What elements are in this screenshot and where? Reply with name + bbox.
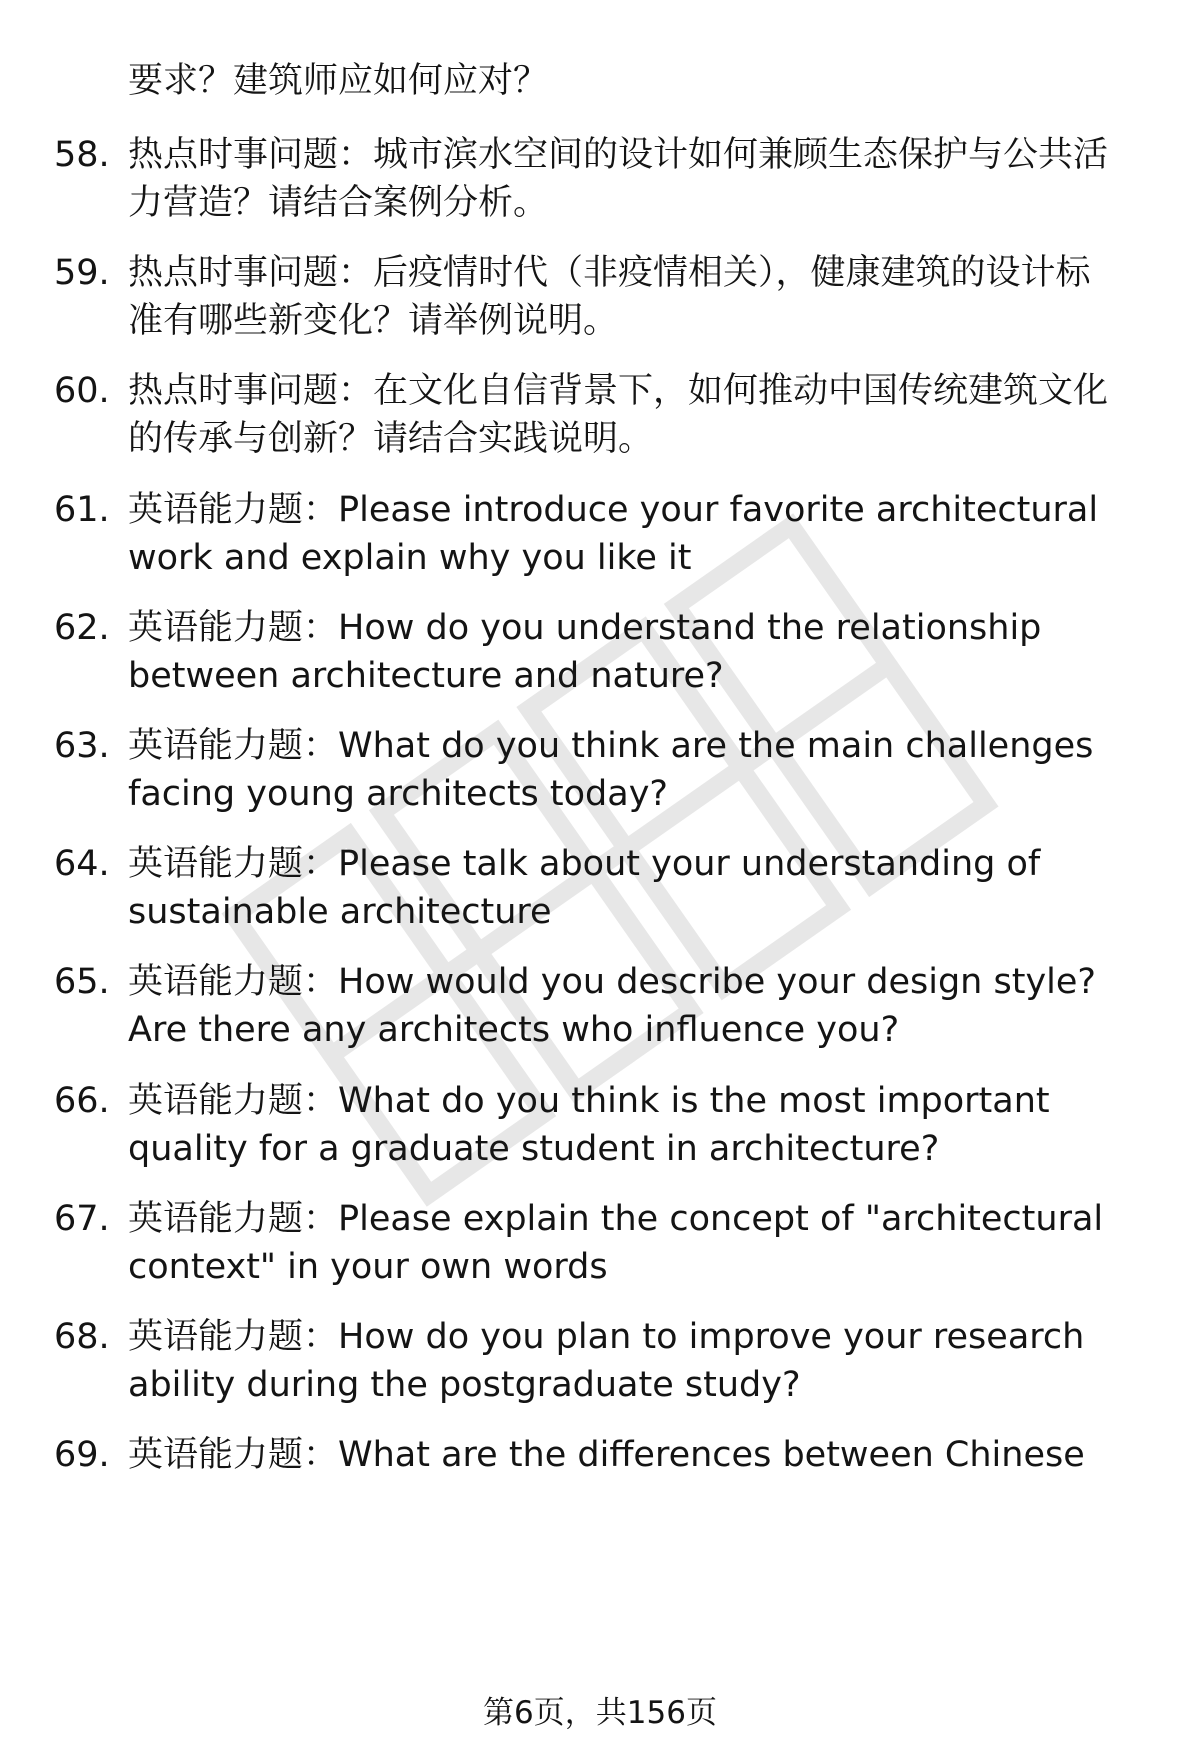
question-line: Are there any architects who influence you?	[128, 1010, 900, 1050]
question-line: 英语能力题：What do you think is the most important	[128, 1081, 1050, 1121]
question-line: ability during the postgraduate study?	[128, 1365, 801, 1405]
question-number: 69.	[54, 1435, 110, 1475]
question-number: 61.	[54, 490, 110, 530]
question-text	[128, 722, 1138, 818]
question-line: 力营造？请结合案例分析。	[128, 183, 549, 223]
page-footer: 第6页，共156页	[483, 1695, 717, 1731]
question-number: 58.	[54, 135, 110, 175]
question-text	[128, 367, 1138, 463]
question-number: 59.	[54, 253, 110, 293]
question-line: work and explain why you like it	[128, 538, 692, 578]
question-text	[128, 958, 1138, 1054]
question-line: 英语能力题：What do you think are the main challenges	[128, 726, 1094, 766]
continuation-text: 要求？建筑师应如何应对？	[128, 61, 549, 101]
question-line: 准有哪些新变化？请举例说明。	[128, 301, 619, 341]
question-text	[128, 1077, 1138, 1173]
question-line: 的传承与创新？请结合实践说明。	[128, 419, 654, 459]
question-line: 英语能力题：What are the differences between Chinese	[128, 1435, 1085, 1475]
question-line: facing young architects today?	[128, 774, 668, 814]
question-number: 66.	[54, 1081, 110, 1121]
question-text	[128, 1313, 1138, 1409]
question-line: 英语能力题：Please talk about your understanding of	[128, 844, 1041, 884]
question-text	[128, 604, 1138, 700]
question-line: sustainable architecture	[128, 892, 552, 932]
question-number: 64.	[54, 844, 110, 884]
question-text	[128, 249, 1138, 345]
question-line: 英语能力题：How do you plan to improve your research	[128, 1317, 1085, 1357]
question-text	[128, 840, 1138, 936]
question-line: 英语能力题：Please introduce your favorite architectural	[128, 490, 1099, 530]
question-line: 英语能力题：How do you understand the relationship	[128, 608, 1042, 648]
question-number: 62.	[54, 608, 110, 648]
question-number: 60.	[54, 371, 110, 411]
question-number: 65.	[54, 962, 110, 1002]
question-number: 68.	[54, 1317, 110, 1357]
question-text	[128, 486, 1138, 582]
question-line: 热点时事问题：城市滨水空间的设计如何兼顾生态保护与公共活	[128, 135, 1109, 175]
question-text	[128, 1431, 1138, 1479]
question-line: context" in your own words	[128, 1247, 608, 1287]
question-text	[128, 1195, 1138, 1291]
question-line: 英语能力题：How would you describe your design style?	[128, 962, 1096, 1002]
question-number: 63.	[54, 726, 110, 766]
question-line: quality for a graduate student in architecture?	[128, 1129, 940, 1169]
question-line: between architecture and nature?	[128, 656, 724, 696]
question-number: 67.	[54, 1199, 110, 1239]
question-line: 热点时事问题：后疫情时代（非疫情相关），健康建筑的设计标	[128, 253, 1091, 293]
question-line: 英语能力题：Please explain the concept of "architectural	[128, 1199, 1104, 1239]
question-line: 热点时事问题：在文化自信背景下，如何推动中国传统建筑文化	[128, 371, 1109, 411]
question-text	[128, 131, 1138, 227]
